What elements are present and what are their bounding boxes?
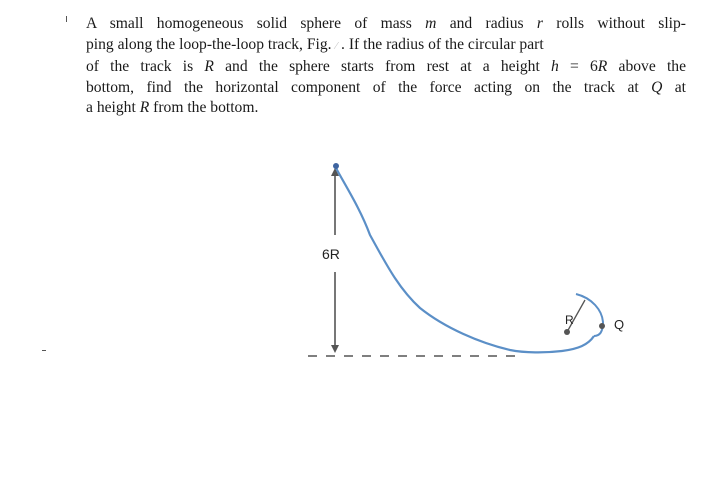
math-symbol: R <box>204 58 214 75</box>
math-symbol: h <box>551 58 559 75</box>
text-fragment: of the track is <box>86 58 205 75</box>
point-q-dot <box>599 323 605 329</box>
math-symbol: R <box>139 99 150 116</box>
text-fragment: above the <box>607 58 686 75</box>
text-fragment: = 6 <box>558 58 598 75</box>
radius-label: R <box>565 313 574 327</box>
height-label: 6R <box>322 246 340 262</box>
sphere-start-dot <box>333 163 339 169</box>
math-symbol: r <box>536 15 543 32</box>
text-fragment: and the sphere starts from rest at a height <box>213 58 552 75</box>
text-fragment: bottom, find the horizontal component of the force acting on the track at <box>86 78 652 96</box>
math-symbol: Q <box>651 78 663 96</box>
loop-center-dot <box>564 329 570 335</box>
math-symbol: m <box>425 15 437 32</box>
text-fragment: from the bottom. <box>149 99 259 116</box>
text-fragment: ping along the loop-the-loop track, Fig. <box>86 35 336 53</box>
text-fragment: A small homogeneous solid sphere of mass <box>86 15 426 32</box>
point-q-label: Q <box>614 317 625 332</box>
text-fragment: and radius <box>436 15 537 32</box>
track-curve <box>336 168 594 352</box>
text-fragment: . If the radius of the circular part <box>337 35 544 53</box>
loop-arc <box>576 294 603 336</box>
text-fragment: a height <box>86 99 140 116</box>
text-fragment: rolls without slip- <box>543 15 686 32</box>
figure-reference-mark: ⁄ <box>335 40 338 52</box>
text-fragment: at <box>662 78 687 96</box>
math-symbol: R <box>597 58 608 75</box>
